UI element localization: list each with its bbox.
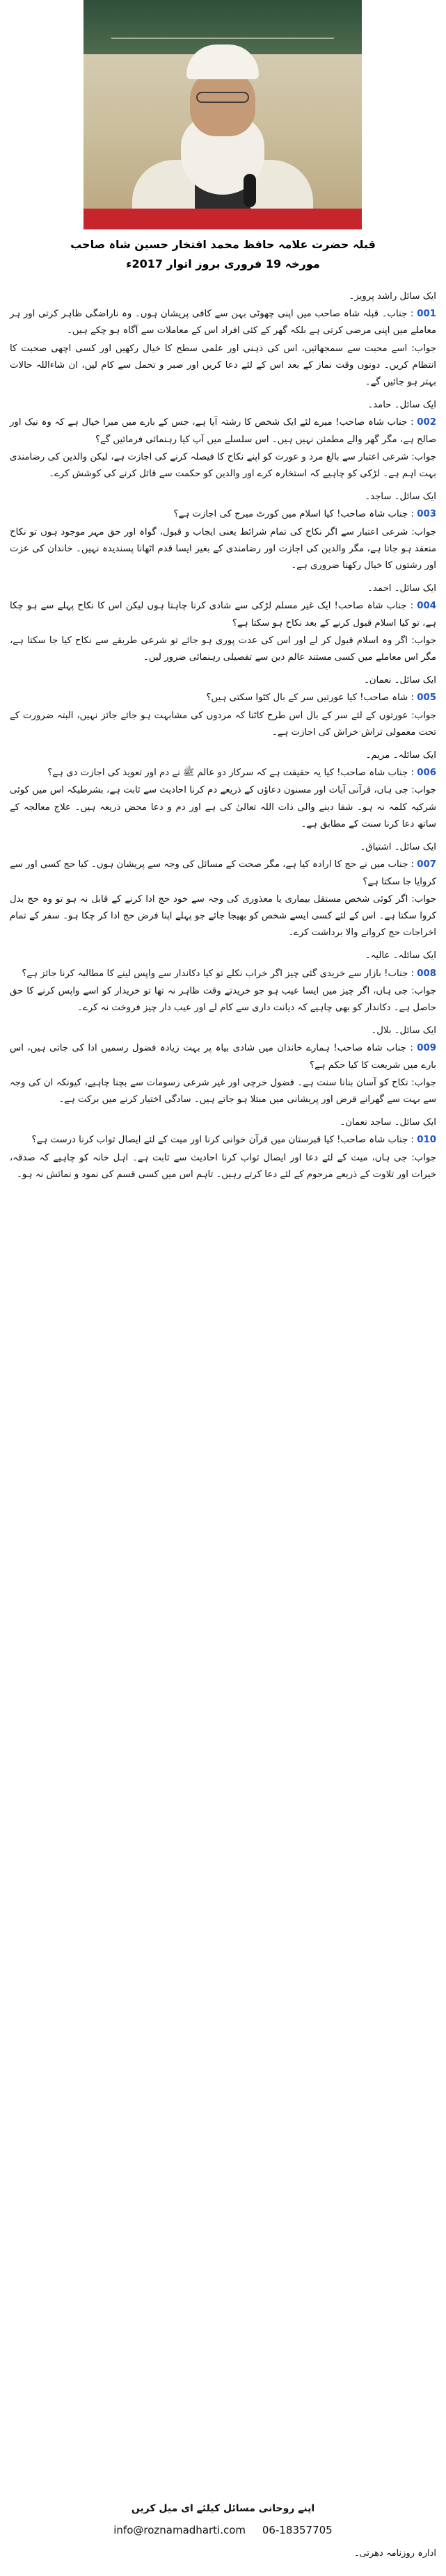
qa-item: 007 : جناب میں نے حج کا ارادہ کیا ہے، مگر صحت کے مسائل کی وجہ سے پریشان ہوں۔ کیا حج کسی اور سے کروایا جا سکتا ہے؟ جواب: اگر کوئی شخص مستقل بیماری یا معذوری کی وجہ سے خود حج ادا کرنے کے قابل نہ ہو تو وہ حج بدل کروا سکتا ہے۔ اس کے لئے کسی ایسے شخص کو بھیجا جائے جو پہلے اپنا فرض حج ادا کر چکا ہو۔ سفر کے تمام اخراجات حج کروانے والا برداشت کرے۔ [10,857,436,948]
asker-name: ایک سائل۔ اشتیاق۔ [360,842,436,853]
qa-item: 003 : جناب شاہ صاحب! کیا اسلام میں کورٹ میرج کی اجازت ہے؟ جواب: شرعی اعتبار سے اگر نکاح کی تمام شرائط یعنی ایجاب و قبول، گواہ اور حق مہر موجود ہوں تو نکاح منعقد ہو جاتا ہے، مگر والدین کی اجازت اور رضامندی کے بغیر ایسا قدم اٹھانا پسندیدہ نہیں۔ خاندان کی عزت اور رشتوں کا خیال رکھنا ضروری ہے۔ [10,506,436,581]
qa-item: 009 : جناب شاہ صاحب! ہمارے خاندان میں شادی بیاہ پر بہت زیادہ فضول رسمیں ادا کی جاتی ہیں، اس بارے میں شریعت کا کیا حکم ہے؟ جواب: نکاح کو آسان بنانا سنت ہے۔ فضول خرچی اور غیر شرعی رسومات سے بچنا چاہیے، کیونکہ ان کی وجہ سے بہت سے گھرانے قرض اور پریشانی میں مبتلا ہو جاتے ہیں۔ سادگی اختیار کرنے میں برکت ہے۔ [10,1040,436,1115]
question-text: جناب شاہ صاحب! ایک غیر مسلم لڑکی سے شادی کرنا چاہتا ہوں لیکن اس کا نکاح پہلے سے ہو چکا ہے، تو کیا اسلام قبول کرنے کے بعد نکاح ہو سکتا ہے؟ [10,601,436,629]
question-text: جناب میں نے حج کا ارادہ کیا ہے، مگر صحت کے مسائل کی وجہ سے پریشان ہوں۔ کیا حج کسی اور سے کروایا جا سکتا ہے؟ [9,859,436,887]
asker-name: ایک سائل۔ احمد۔ [367,583,436,594]
microphone-icon [244,174,256,207]
asker-name: ایک سائلہ۔ عالیہ۔ [365,950,436,962]
qa-item: 002 : جناب شاہ صاحب! میرے لئے ایک شخص کا رشتہ آیا ہے، جس کے بارے میں میرا خیال ہے کہ وہ نیک اور صالح ہے، مگر گھر والے مطمئن نہیں ہیں۔ اس سلسلے میں آپ کیا رہنمائی فرمائیں گے؟ جواب: شرعی اعتبار سے بالغ مرد و عورت کو اپنے نکاح کا فیصلہ کرنے کی اجازت ہے، لیکن والدین کی رضامندی بہت اہم ہے۔ لڑکی کو چاہیے کہ استخارہ کرے اور والدین کو حکمت سے قائل کرنے کی کوشش کرے۔ [10,414,436,489]
qa-item: 006 : جناب شاہ صاحب! کیا یہ حقیقت ہے کہ سرکار دو عالم ﷺ نے دم اور تعویذ کی اجازت دی ہے؟ جواب: جی ہاں، قرآنی آیات اور مسنون دعاؤں کے ذریعے دم کرنا احادیث سے ثابت ہے، بشرطیکہ اس میں کوئی شرکیہ کلمہ نہ ہو۔ شفا دینے والی ذات اللہ تعالیٰ کی ہے اور دم و دعا محض ذریعہ ہیں۔ علاج معالجہ کے ساتھ دعا کرنا سنت کے مطابق ہے۔ [10,765,436,839]
answer-text: جواب: عورتوں کے لئے سر کے بال اس طرح کاٹنا کہ مردوں کی مشابہت ہو جائے جائز نہیں، البتہ ضرورت کے تحت معمولی تراش خراش کی اجازت ہے۔ [10,710,436,738]
question-number: 005 [417,692,436,704]
question-number: 001 [417,309,436,320]
question-number: 010 [417,1135,436,1146]
photo-caption-name: قبلہ حضرت علامہ حافظ محمد افتخار حسین شاہ صاحب [70,238,376,251]
answer-text: جواب: جی ہاں، قرآنی آیات اور مسنون دعاؤں کے ذریعے دم کرنا احادیث سے ثابت ہے، بشرطیکہ اس میں کوئی شرکیہ کلمہ نہ ہو۔ شفا دینے والی ذات اللہ تعالیٰ کی ہے اور دم و دعا محض ذریعہ ہیں۔ علاج معالجہ کے ساتھ دعا کرنا سنت کے مطابق ہے۔ [10,785,436,829]
asker-line [10,672,436,689]
answer-text: جواب: جی ہاں، میت کے لئے دعا اور ایصال ثواب کرنا احادیث سے ثابت ہے۔ اہل خانہ کو چاہیے کہ صدقہ، خیرات اور تلاوت کے ذریعے مرحوم کے لئے دعا کرتے رہیں۔ تاہم اس میں کسی قسم کی نمود و نمائش نہ ہو۔ [10,1152,436,1180]
answer-text: جواب: جی ہاں، اگر چیز میں ایسا عیب ہو جو خریدتے وقت ظاہر نہ تھا تو خریدار کو اسے واپس کرنے کا حق حاصل ہے۔ دکاندار کو بھی چاہیے کہ دیانت داری سے کام لے اور عیب دار چیز فروخت نہ کرے۔ [10,985,436,1013]
footer-contact-line: اپنے روحانی مسائل کیلئے ای میل کریں [131,2503,315,2514]
question-number: 008 [417,968,436,979]
answer-text: جواب: نکاح کو آسان بنانا سنت ہے۔ فضول خرچی اور غیر شرعی رسومات سے بچنا چاہیے، کیونکہ ان کی وجہ سے بہت سے گھرانے قرض اور پریشانی میں مبتلا ہو جاتے ہیں۔ سادگی اختیار کرنے میں برکت ہے۔ [10,1077,436,1105]
answer-text: جواب: اگر وہ اسلام قبول کر لے اور اس کی عدت پوری ہو جائے تو شرعی طریقے سے نکاح کیا جا سکتا ہے، مگر اس معاملے میں کسی مستند عالم دین سے تفصیلی رہنمائی ضرور لیں۔ [10,635,436,663]
answer-text: جواب: شرعی اعتبار سے اگر نکاح کی تمام شرائط یعنی ایجاب و قبول، گواہ اور حق مہر موجود ہوں تو نکاح منعقد ہو جاتا ہے، مگر والدین کی اجازت اور رضامندی کے بغیر ایسا قدم اٹھانا پسندیدہ نہیں۔ خاندان کی عزت اور رشتوں کا خیال رکھنا ضروری ہے۔ [10,526,436,572]
scholar-photo [83,0,362,229]
question-number: 003 [417,509,436,520]
photo-face [190,70,255,136]
qa-item: 001 : جناب۔ قبلہ شاہ صاحب میں اپنی چھوٹی بہن سے کافی پریشان ہوں۔ وہ ناراضگی ظاہر کرتی اور ہر معاملے میں اپنی مرضی کرتی ہے بلکہ گھر کے کئی افراد اس کے معاملات سے آگاہ ہو چکے ہیں۔ جواب: اسے محبت سے سمجھائیں، اس کی ذہنی اور علمی سطح کا خیال رکھیں اور کسی اچھی صحبت کا انتظام کریں۔ دونوں وقت نماز کے بعد اس کے لئے دعا کریں اور صبر و تحمل سے کام لیں، ان شاءاللہ حالات بہتر ہو جائیں گے۔ [10,306,436,397]
footer-email-phone [10,2524,436,2536]
qa-article [10,289,436,1190]
question-text: جناب شاہ صاحب! میرے لئے ایک شخص کا رشتہ آیا ہے، جس کے بارے میں میرا خیال ہے کہ وہ نیک اور صالح ہے، مگر گھر والے مطمئن نہیں ہیں۔ اس سلسلے میں آپ کیا رہنمائی فرمائیں گے؟ [10,417,436,445]
qa-item: 010 : جناب شاہ صاحب! کیا قبرستان میں قرآن خوانی کرنا اور میت کے لئے ایصال ثواب کرنا درست ہے؟ جواب: جی ہاں، میت کے لئے دعا اور ایصال ثواب کرنا احادیث سے ثابت ہے۔ اہل خانہ کو چاہیے کہ صدقہ، خیرات اور تلاوت کے ذریعے مرحوم کے لئے دعا کرتے رہیں۔ تاہم اس میں کسی قسم کی نمود و نمائش نہ ہو۔ [10,1132,436,1190]
asker-line [10,1023,436,1039]
question-text: شاہ صاحب! کیا عورتیں سر کے بال کٹوا سکتی ہیں؟ [206,692,408,704]
photo-glasses [196,92,249,103]
footer-email[interactable]: info@roznamadharti.com [113,2524,246,2536]
asker-name: ایک سائل۔ حامد۔ [367,400,436,411]
question-number: 002 [417,417,436,428]
asker-name: ایک سائل۔ ساجد۔ [365,492,436,503]
question-number: 009 [417,1043,436,1054]
question-text: جناب شاہ صاحب! کیا اسلام میں کورٹ میرج کی اجازت ہے؟ [173,509,408,520]
question-text: جناب شاہ صاحب! ہمارے خاندان میں شادی بیاہ پر بہت زیادہ فضول رسمیں ادا کی جاتی ہیں، اس بارے میں شریعت کا کیا حکم ہے؟ [10,1043,436,1071]
asker-line [10,489,436,505]
question-text: جناب۔ قبلہ شاہ صاحب میں اپنی چھوٹی بہن سے کافی پریشان ہوں۔ وہ ناراضگی ظاہر کرتی اور ہر معاملے میں اپنی مرضی کرتی ہے بلکہ گھر کے کئی افراد اس کے معاملات سے آگاہ ہو چکے ہیں۔ [10,309,436,337]
asker-line [10,581,436,597]
qa-item: 004 : جناب شاہ صاحب! ایک غیر مسلم لڑکی سے شادی کرنا چاہتا ہوں لیکن اس کا نکاح پہلے سے ہو چکا ہے، تو کیا اسلام قبول کرنے کے بعد نکاح ہو سکتا ہے؟ جواب: اگر وہ اسلام قبول کر لے اور اس کی عدت پوری ہو جائے تو شرعی طریقے سے نکاح کیا جا سکتا ہے، مگر اس معاملے میں کسی مستند عالم دین سے تفصیلی رہنمائی ضرور لیں۔ [10,598,436,672]
question-number: 006 [417,768,436,779]
banner-calligraphy [111,17,334,39]
photo-table [83,209,362,229]
asker-name: ایک سائل۔ نعمان۔ [364,675,436,686]
asker-line [10,948,436,964]
asker-name: ایک سائل۔ ساجد نعمان۔ [340,1117,436,1128]
answer-text: جواب: شرعی اعتبار سے بالغ مرد و عورت کو اپنے نکاح کا فیصلہ کرنے کی اجازت ہے، لیکن والدین کی رضامندی بہت اہم ہے۔ لڑکی کو چاہیے کہ استخارہ کرے اور والدین کو حکمت سے قائل کرنے کی کوشش کرے۔ [10,451,436,480]
asker-line [10,839,436,856]
question-number: 007 [417,859,436,870]
question-number: 004 [417,601,437,612]
answer-text: جواب: اسے محبت سے سمجھائیں، اس کی ذہنی اور علمی سطح کا خیال رکھیں اور کسی اچھی صحبت کا انتظام کریں۔ دونوں وقت نماز کے بعد اس کے لئے دعا کریں اور صبر و تحمل سے کام لیں، ان شاءاللہ حالات بہتر ہو جائیں گے۔ [10,343,436,388]
qa-item: 008 : جناب! بازار سے خریدی گئی چیز اگر خراب نکلے تو کیا دکاندار سے واپس لینے کا مطالبہ کرنا جائز ہے؟ جواب: جی ہاں، اگر چیز میں ایسا عیب ہو جو خریدتے وقت ظاہر نہ تھا تو خریدار کو اسے واپس کرنے کا حق حاصل ہے۔ دکاندار کو بھی چاہیے کہ دیانت داری سے کام لے اور عیب دار چیز فروخت نہ کرے۔ [10,966,436,1023]
asker-line [10,397,436,414]
qa-item: 005 : شاہ صاحب! کیا عورتیں سر کے بال کٹوا سکتی ہیں؟ جواب: عورتوں کے لئے سر کے بال اس طرح کاٹنا کہ مردوں کی مشابہت ہو جائے جائز نہیں، البتہ ضرورت کے تحت معمولی تراش خراش کی اجازت ہے۔ [10,690,436,747]
footer-credit: ادارہ روزنامہ دھرتی۔ [353,2548,436,2559]
question-text: جناب شاہ صاحب! کیا یہ حقیقت ہے کہ سرکار دو عالم ﷺ نے دم اور تعویذ کی اجازت دی ہے؟ [47,768,408,779]
asker-line [10,1115,436,1131]
question-text: جناب! بازار سے خریدی گئی چیز اگر خراب نکلے تو کیا دکاندار سے واپس لینے کا مطالبہ کرنا جائز ہے؟ [22,968,408,979]
answer-text: جواب: اگر کوئی شخص مستقل بیماری یا معذوری کی وجہ سے خود حج ادا کرنے کے قابل نہ ہو تو وہ حج بدل کروا سکتا ہے۔ اس کے لئے کسی ایسے شخص کو بھیجا جائے جو پہلے اپنا فرض حج ادا کر چکا ہو۔ سفر کے تمام اخراجات حج کروانے والا برداشت کرے۔ [10,893,436,939]
photo-caption-date: مورخہ 19 فروری بروز اتوار 2017ء [126,257,320,270]
asker-line [10,289,436,305]
asker-name: ایک سائل راشد پرویز۔ [349,291,436,302]
asker-name: ایک سائل۔ بلال۔ [371,1026,436,1037]
asker-line [10,747,436,764]
question-text: جناب شاہ صاحب! کیا قبرستان میں قرآن خوانی کرنا اور میت کے لئے ایصال ثواب کرنا درست ہے؟ [31,1135,408,1146]
asker-name: ایک سائلہ۔ مریم۔ [365,750,436,761]
footer-phone: 06-18357705 [262,2524,333,2536]
